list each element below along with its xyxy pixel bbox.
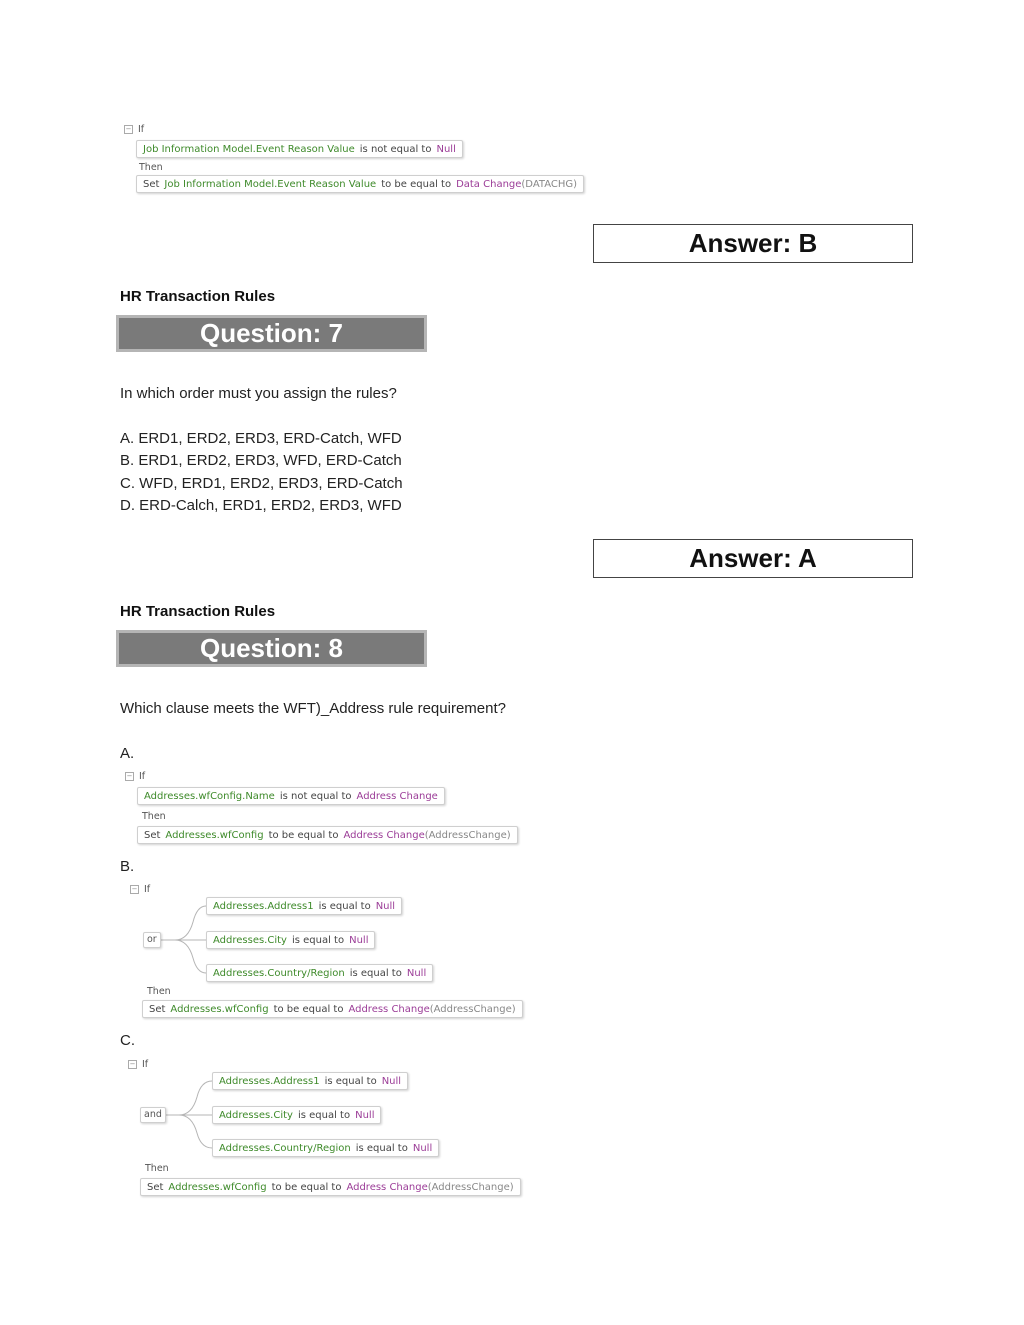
set-value: Address Change — [346, 1181, 428, 1193]
condition-value: Null — [412, 1142, 433, 1154]
then-label: Then — [145, 1163, 169, 1174]
collapse-icon: − — [131, 885, 138, 893]
condition-value: Null — [355, 1109, 375, 1121]
set-field: Addresses.wfConfig — [168, 1181, 267, 1193]
if-header — [124, 124, 144, 135]
collapse-icon: − — [125, 125, 132, 133]
set-value: Address Change — [348, 1003, 430, 1015]
condition-box — [206, 897, 402, 915]
then-label: Then — [147, 986, 171, 997]
condition-box — [212, 1139, 439, 1157]
set-field: Addresses.wfConfig — [170, 1003, 269, 1015]
condition-field: Addresses.City — [219, 1109, 293, 1121]
option-b-q7: B. ERD1, ERD2, ERD3, WFD, ERD-Catch — [120, 452, 402, 469]
set-keyword: Set — [143, 178, 160, 190]
condition-value: Null — [436, 143, 456, 155]
condition-field: Addresses.City — [213, 934, 287, 946]
condition-operator: is equal to — [355, 1142, 408, 1154]
set-value: Data Change — [456, 178, 522, 190]
logic-operator-and: and — [140, 1107, 166, 1123]
if-label: If — [138, 124, 145, 135]
option-c-label-q8: C. — [120, 1032, 135, 1049]
if-header — [130, 884, 150, 895]
condition-operator: is not equal to — [359, 143, 432, 155]
question-text-q8: Which clause meets the WFT)_Address rule requirement? — [120, 700, 506, 717]
condition-field: Addresses.Address1 — [219, 1075, 320, 1087]
condition-field: Job Information Model.Event Reason Value — [143, 143, 355, 155]
condition-box — [212, 1106, 381, 1124]
answer-box-q7: Answer: A — [593, 539, 913, 578]
condition-value: Null — [349, 934, 369, 946]
set-value: Address Change — [343, 829, 425, 841]
condition-operator: is equal to — [318, 900, 371, 912]
set-operator: to be equal to — [273, 1003, 344, 1015]
set-box — [137, 826, 518, 844]
set-box — [136, 175, 584, 193]
condition-box — [136, 140, 463, 158]
section-title-q7: HR Transaction Rules — [120, 288, 276, 305]
condition-box — [137, 787, 445, 805]
then-label: Then — [139, 162, 163, 173]
option-a-q7: A. ERD1, ERD2, ERD3, ERD-Catch, WFD — [120, 430, 402, 447]
section-title-q8: HR Transaction Rules — [120, 603, 276, 620]
condition-box — [212, 1072, 408, 1090]
set-keyword: Set — [147, 1181, 164, 1193]
condition-value: Null — [381, 1075, 402, 1087]
question-text-q7: In which order must you assign the rules? — [120, 385, 397, 402]
condition-value: Null — [375, 900, 396, 912]
condition-field: Addresses.Country/Region — [219, 1142, 351, 1154]
question-banner-q7: Question: 7 — [116, 315, 427, 352]
answer-box-q6: Answer: B — [593, 224, 913, 263]
option-d-q7: D. ERD-Calch, ERD1, ERD2, ERD3, WFD — [120, 497, 402, 514]
collapse-icon: − — [126, 772, 133, 780]
condition-field: Addresses.Country/Region — [213, 967, 345, 979]
condition-operator: is equal to — [324, 1075, 377, 1087]
option-c-q7: C. WFD, ERD1, ERD2, ERD3, ERD-Catch — [120, 475, 403, 492]
condition-operator: is equal to — [349, 967, 402, 979]
if-header — [128, 1059, 148, 1070]
then-label: Then — [142, 811, 166, 822]
condition-box — [206, 964, 433, 982]
if-header — [125, 771, 145, 782]
condition-value: Address Change — [356, 790, 438, 802]
condition-operator: is not equal to — [279, 790, 352, 802]
set-field: Job Information Model.Event Reason Value — [164, 178, 377, 190]
set-code: (AddressChange) — [427, 1181, 514, 1193]
condition-field: Addresses.Address1 — [213, 900, 314, 912]
set-operator: to be equal to — [268, 829, 339, 841]
set-keyword: Set — [149, 1003, 166, 1015]
set-code: (DATACHG) — [521, 178, 578, 190]
condition-operator: is equal to — [291, 934, 345, 946]
option-b-label-q8: B. — [120, 858, 135, 875]
top-rule-snippet — [124, 124, 578, 199]
set-box — [142, 1000, 523, 1018]
question-banner-q8: Question: 8 — [116, 630, 427, 667]
set-keyword: Set — [144, 829, 161, 841]
set-operator: to be equal to — [381, 178, 452, 190]
set-field: Addresses.wfConfig — [165, 829, 264, 841]
option-a-label-q8: A. — [120, 745, 135, 762]
set-code: (AddressChange) — [429, 1003, 516, 1015]
if-label: If — [139, 771, 146, 782]
rule-option-b — [130, 884, 530, 1024]
condition-box — [206, 931, 375, 949]
collapse-icon: − — [129, 1060, 136, 1068]
condition-field: Addresses.wfConfig.Name — [144, 790, 275, 802]
if-label: If — [142, 1059, 149, 1070]
condition-value: Null — [406, 967, 427, 979]
condition-operator: is equal to — [297, 1109, 351, 1121]
rule-option-a — [125, 771, 525, 851]
set-box — [140, 1178, 521, 1196]
set-operator: to be equal to — [271, 1181, 342, 1193]
set-code: (AddressChange) — [424, 829, 511, 841]
rule-option-c — [128, 1059, 528, 1204]
logic-operator-or: or — [143, 932, 161, 948]
if-label: If — [144, 884, 151, 895]
